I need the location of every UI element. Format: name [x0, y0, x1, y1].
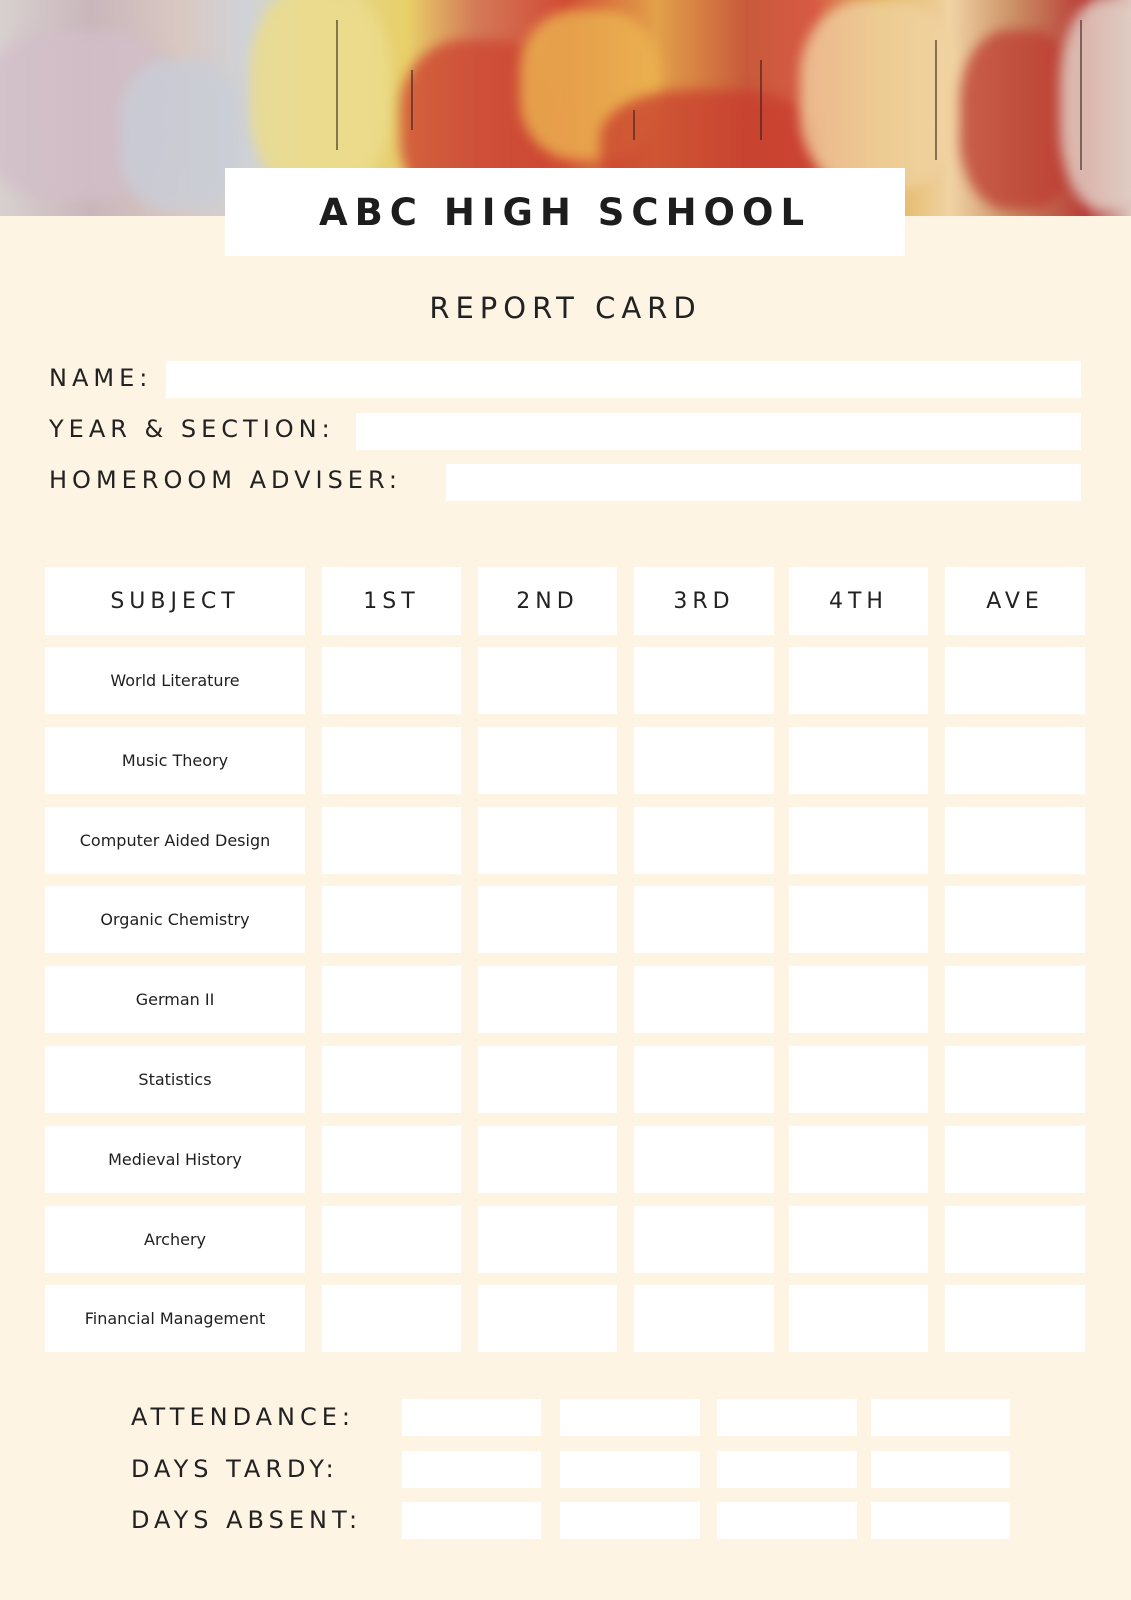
grade-cell-2nd[interactable] — [478, 1046, 617, 1113]
homeroom-adviser-field[interactable] — [446, 464, 1081, 501]
subject-name: Financial Management — [45, 1285, 305, 1352]
grade-cell-1st[interactable] — [322, 807, 461, 874]
header-ave: AVE — [945, 567, 1085, 635]
grade-cell-4th[interactable] — [789, 647, 928, 714]
grade-cell-2nd[interactable] — [478, 966, 617, 1033]
grade-cell-3rd[interactable] — [634, 727, 774, 794]
grade-cell-1st[interactable] — [322, 647, 461, 714]
year-section-label: YEAR & SECTION: — [49, 415, 335, 443]
attendance-box-2[interactable] — [560, 1399, 700, 1436]
grade-cell-3rd[interactable] — [634, 1046, 774, 1113]
attendance-box-1[interactable] — [402, 1399, 541, 1436]
attendance-box-3[interactable] — [717, 1399, 857, 1436]
attendance-label: ATTENDANCE: — [131, 1403, 356, 1431]
grade-cell-ave[interactable] — [945, 1206, 1085, 1273]
grade-cell-ave[interactable] — [945, 807, 1085, 874]
grade-cell-1st[interactable] — [322, 886, 461, 953]
report-card-title: REPORT CARD — [429, 291, 702, 325]
school-name-box — [225, 168, 905, 256]
grade-cell-4th[interactable] — [789, 1206, 928, 1273]
subject-name: German II — [45, 966, 305, 1033]
header-4th: 4TH — [789, 567, 928, 635]
header-2nd: 2ND — [478, 567, 617, 635]
attendance-box-4[interactable] — [871, 1399, 1010, 1436]
subject-name: Music Theory — [45, 727, 305, 794]
grade-cell-3rd[interactable] — [634, 647, 774, 714]
grade-cell-ave[interactable] — [945, 1126, 1085, 1193]
days-absent-box-1[interactable] — [402, 1502, 541, 1539]
subject-name: Medieval History — [45, 1126, 305, 1193]
days-absent-box-2[interactable] — [560, 1502, 700, 1539]
grade-cell-2nd[interactable] — [478, 727, 617, 794]
grade-cell-2nd[interactable] — [478, 1126, 617, 1193]
homeroom-adviser-label: HOMEROOM ADVISER: — [49, 466, 402, 494]
header-subject: SUBJECT — [45, 567, 305, 635]
grade-cell-4th[interactable] — [789, 1285, 928, 1352]
grade-cell-1st[interactable] — [322, 966, 461, 1033]
days-tardy-label: DAYS TARDY: — [131, 1455, 339, 1483]
header-3rd: 3RD — [634, 567, 774, 635]
header-1st: 1ST — [322, 567, 461, 635]
grade-cell-ave[interactable] — [945, 647, 1085, 714]
grade-cell-ave[interactable] — [945, 886, 1085, 953]
days-absent-box-4[interactable] — [871, 1502, 1010, 1539]
grade-cell-1st[interactable] — [322, 1285, 461, 1352]
grade-cell-2nd[interactable] — [478, 1206, 617, 1273]
grade-cell-ave[interactable] — [945, 966, 1085, 1033]
grade-cell-ave[interactable] — [945, 1046, 1085, 1113]
grade-cell-2nd[interactable] — [478, 1285, 617, 1352]
subject-name: Organic Chemistry — [45, 886, 305, 953]
grade-cell-1st[interactable] — [322, 1126, 461, 1193]
grade-cell-4th[interactable] — [789, 807, 928, 874]
subject-name: Computer Aided Design — [45, 807, 305, 874]
grade-cell-ave[interactable] — [945, 727, 1085, 794]
grade-cell-ave[interactable] — [945, 1285, 1085, 1352]
grade-cell-3rd[interactable] — [634, 1206, 774, 1273]
grade-cell-4th[interactable] — [789, 727, 928, 794]
grade-cell-4th[interactable] — [789, 1046, 928, 1113]
grade-cell-4th[interactable] — [789, 1126, 928, 1193]
grade-cell-1st[interactable] — [322, 1206, 461, 1273]
grade-cell-3rd[interactable] — [634, 807, 774, 874]
subject-name: Statistics — [45, 1046, 305, 1113]
grade-cell-1st[interactable] — [322, 1046, 461, 1113]
grade-cell-3rd[interactable] — [634, 1126, 774, 1193]
name-label: NAME: — [49, 364, 153, 392]
days-tardy-box-2[interactable] — [560, 1451, 700, 1488]
days-absent-label: DAYS ABSENT: — [131, 1506, 363, 1534]
days-absent-box-3[interactable] — [717, 1502, 857, 1539]
days-tardy-box-4[interactable] — [871, 1451, 1010, 1488]
year-section-field[interactable] — [356, 413, 1081, 450]
grade-cell-3rd[interactable] — [634, 1285, 774, 1352]
days-tardy-box-1[interactable] — [402, 1451, 541, 1488]
grade-cell-4th[interactable] — [789, 966, 928, 1033]
school-name: ABC HIGH SCHOOL — [318, 190, 812, 234]
grade-cell-2nd[interactable] — [478, 647, 617, 714]
subject-name: Archery — [45, 1206, 305, 1273]
grade-cell-1st[interactable] — [322, 727, 461, 794]
grade-cell-3rd[interactable] — [634, 966, 774, 1033]
grade-cell-2nd[interactable] — [478, 807, 617, 874]
grade-cell-3rd[interactable] — [634, 886, 774, 953]
subject-name: World Literature — [45, 647, 305, 714]
days-tardy-box-3[interactable] — [717, 1451, 857, 1488]
grade-cell-2nd[interactable] — [478, 886, 617, 953]
name-field[interactable] — [166, 361, 1081, 398]
grade-cell-4th[interactable] — [789, 886, 928, 953]
